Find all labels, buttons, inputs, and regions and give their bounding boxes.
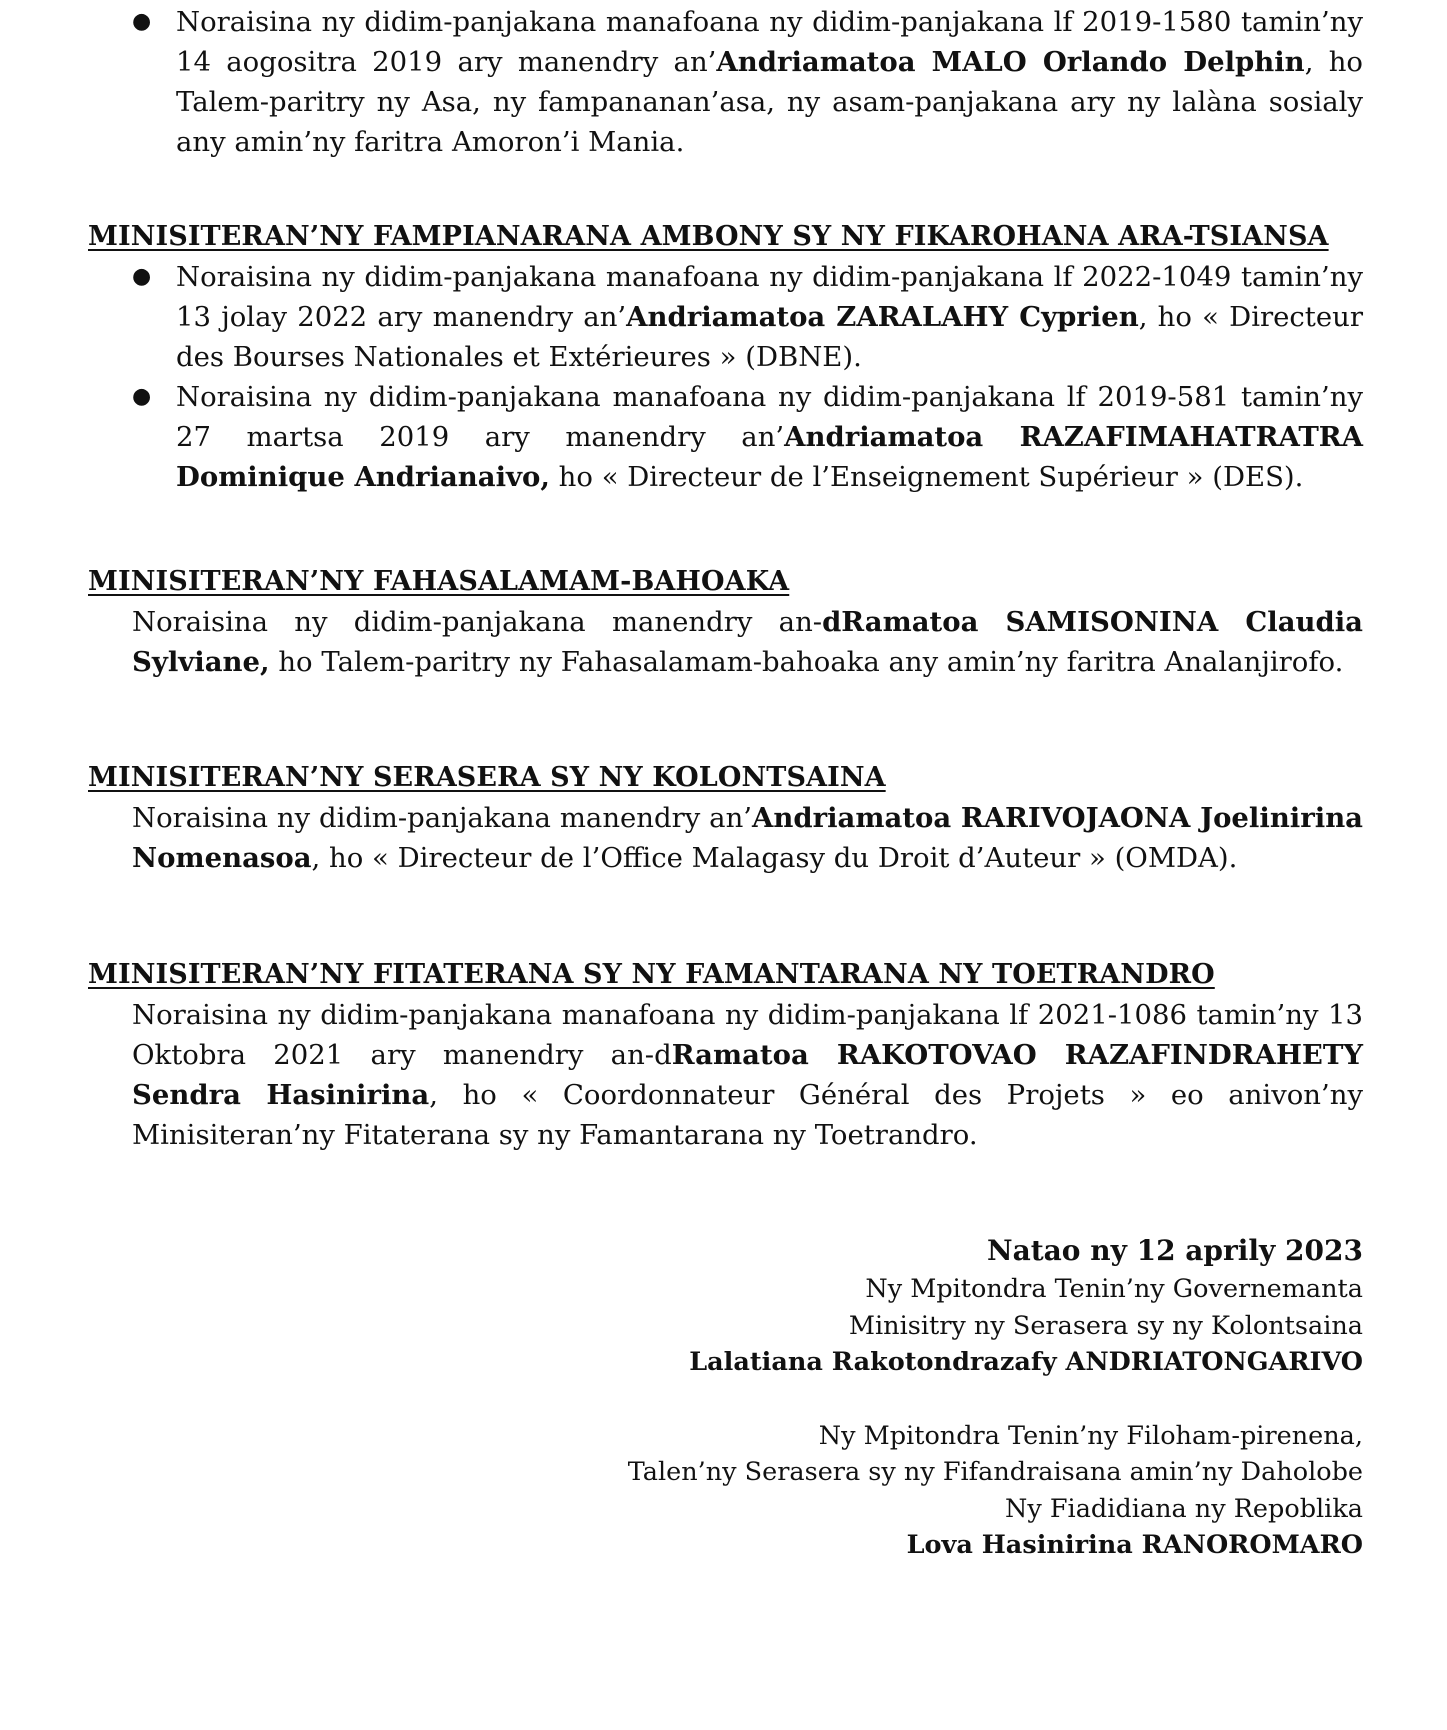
signatory-title: Ny Mpitondra Tenin’ny Filoham-pirenena,	[818, 1420, 1363, 1451]
section-title: MINISITERAN’NY FITATERANA SY NY FAMANTARANA NY TOETRANDRO	[88, 959, 1215, 990]
signatory-title: Talen’ny Serasera sy ny Fifandraisana amin’ny Daholobe	[627, 1457, 1363, 1487]
document-date: Natao ny 12 aprily 2023	[986, 1234, 1363, 1267]
item-text: , ho « Coordonnateur Général des Projets » eo anivon’ny Minisiteran’ny Fitaterana sy ny Famantarana ny Toetrandro.	[132, 1079, 1363, 1151]
appointee-name: Andriamatoa RAZAFIMAHATRATRA Dominique Andrianaivo,	[176, 421, 1363, 493]
section-paragraph	[88, 602, 1363, 682]
item-text: , ho « Directeur de l’Office Malagasy du Droit d’Auteur » (OMDA).	[311, 842, 1238, 874]
signatory-title: Minisitry ny Serasera sy ny Kolontsaina	[848, 1310, 1363, 1341]
section-higher-education	[88, 217, 1363, 497]
list-item	[88, 377, 1363, 497]
bullet-icon: ●	[132, 384, 152, 409]
section-title: MINISITERAN’NY FAMPIANARANA AMBONY SY NY FIKAROHANA ARA-TSIANSA	[88, 221, 1329, 252]
appointee-name: dRamatoa SAMISONINA Claudia Sylviane,	[132, 606, 1364, 678]
section-title: MINISITERAN’NY FAHASALAMAM-BAHOAKA	[88, 566, 790, 597]
item-text: ho « Directeur de l’Enseignement Supérieur » (DES).	[549, 461, 1304, 493]
signatory-title: Ny Mpitondra Tenin’ny Governemanta	[865, 1274, 1363, 1304]
item-text: Noraisina ny didim-panjakana manendry an’	[132, 802, 753, 834]
signatory-title: Ny Fiadidiana ny Repoblika	[1005, 1493, 1363, 1524]
signatory-name: Lova Hasinirina RANOROMARO	[906, 1530, 1363, 1560]
item-text: , ho « Directeur des Bourses Nationales et Extérieures » (DBNE).	[176, 301, 1363, 373]
item-text: Noraisina ny didim-panjakana manendry an-	[132, 606, 823, 638]
item-text: Noraisina ny didim-panjakana manafoana ny didim-panjakana lf 2019-581 tamin’ny 27 martsa 2019 ary manendry an’	[176, 381, 1363, 453]
appointee-name: Ramatoa RAKOTOVAO RAZAFINDRAHETY Sendra Hasinirina	[132, 1039, 1363, 1111]
item-text: , ho Talem-paritry ny Asa, ny fampananan’asa, ny asam-panjakana ary ny lalàna sosialy any amin’ny faritra Amoron’i Mania.	[176, 46, 1363, 158]
appointee-name: Andriamatoa RARIVOJAONA Joelinirina Nomenasoa	[132, 802, 1364, 874]
item-text: Noraisina ny didim-panjakana manafoana ny didim-panjakana lf 2019-1580 tamin’ny 14 aogositra 2019 ary manendry an’	[176, 6, 1363, 78]
bullet-icon: ●	[132, 264, 152, 289]
bullet-icon: ●	[132, 9, 152, 34]
item-text: Noraisina ny didim-panjakana manafoana ny didim-panjakana lf 2021-1086 tamin’ny 13 Oktobra 2021 ary manendry an-d	[132, 999, 1363, 1071]
signature-block	[628, 1231, 1363, 1564]
section-public-health	[88, 562, 1363, 682]
section-paragraph	[88, 995, 1363, 1155]
signatory-name: Lalatiana Rakotondrazafy ANDRIATONGARIVO	[689, 1347, 1363, 1377]
section-transport-meteorology	[88, 955, 1363, 1155]
list-item	[88, 257, 1363, 377]
appointee-name: Andriamatoa MALO Orlando Delphin	[716, 46, 1305, 78]
section-communication-culture	[88, 758, 1363, 878]
section-paragraph	[88, 798, 1363, 878]
signature-spacer	[628, 1381, 1363, 1418]
section-title: MINISITERAN’NY SERASERA SY NY KOLONTSAINA	[88, 762, 886, 793]
appointee-name: Andriamatoa ZARALAHY Cyprien	[626, 301, 1139, 333]
list-item	[88, 2, 1363, 162]
item-text: ho Talem-paritry ny Fahasalamam-bahoaka any amin’ny faritra Analanjirofo.	[269, 646, 1344, 678]
item-text: Noraisina ny didim-panjakana manafoana ny didim-panjakana lf 2022-1049 tamin’ny 13 jolay 2022 ary manendry an’	[176, 261, 1363, 333]
